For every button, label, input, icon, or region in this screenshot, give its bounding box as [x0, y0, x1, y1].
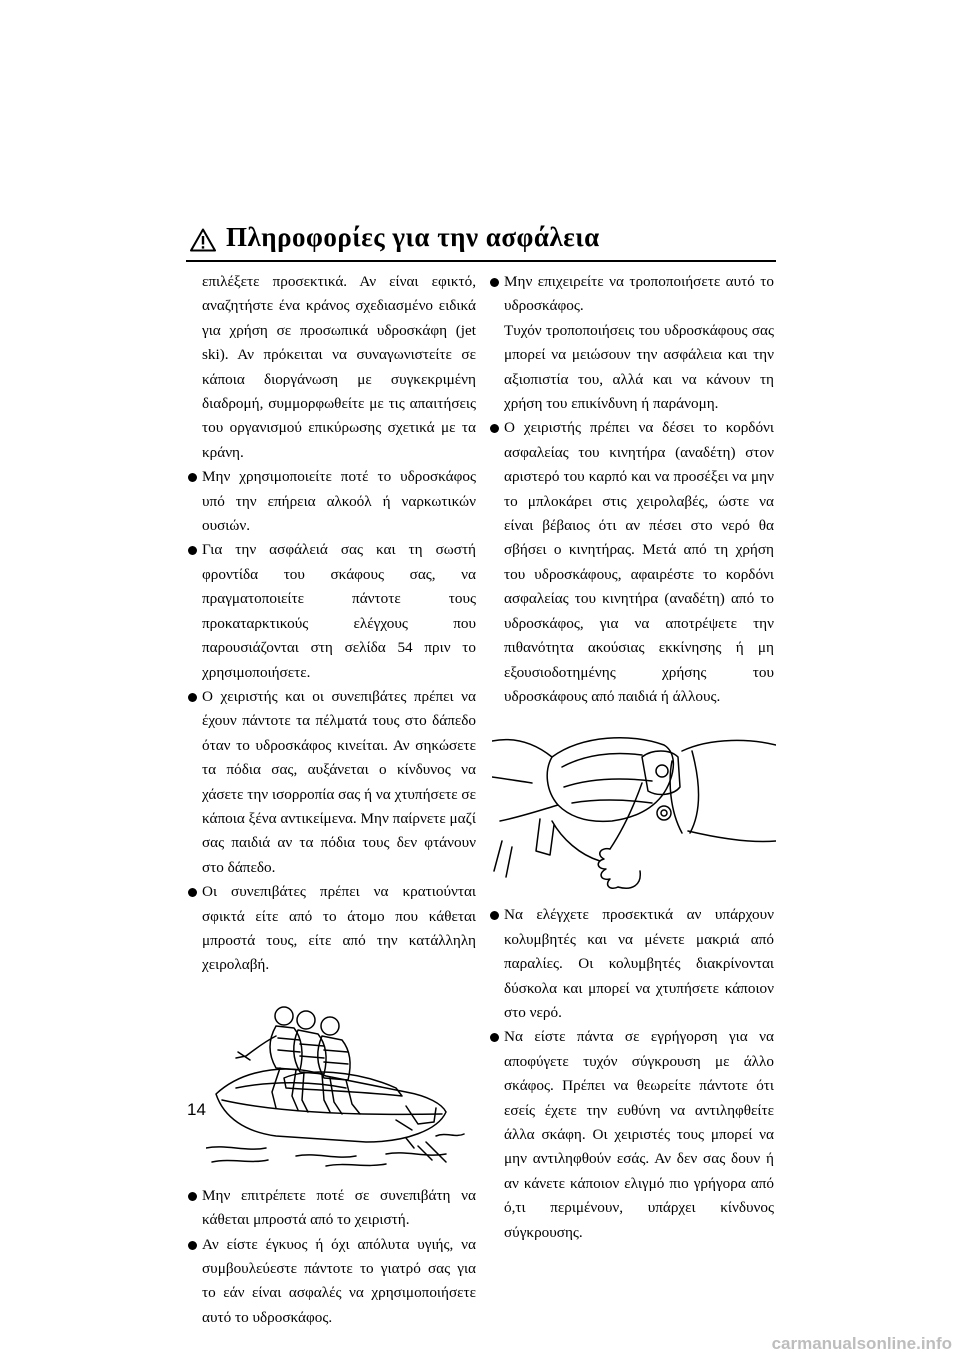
bullet-item	[490, 903, 774, 1025]
bullet-item	[490, 270, 774, 416]
bullet-text: Μην επιτρέπετε ποτέ σε συνεπιβάτη να κάθεται μπροστά από το χειριστή.	[202, 1186, 476, 1229]
watermark: carmanualsonline.info	[771, 1334, 952, 1353]
bullet-dot-icon	[188, 888, 197, 897]
bullet-dot-icon	[490, 1033, 499, 1042]
bullet-item	[188, 465, 476, 538]
bullet-item	[188, 1233, 476, 1331]
bullet-item	[188, 685, 476, 880]
bullet-text: Οι συνεπιβάτες πρέπει να κρατιούνται σφικτά είτε από το άτομο που κάθεται μπροστά τους, είτε από την κατάλληλη χειρολαβή.	[202, 883, 476, 974]
bullet-subparagraph: Τυχόν τροποποιήσεις του υδροσκάφους σας μπορεί να μειώσουν την ασφάλεια και την αξιοπιστία του, αλλά και να κάνουν τη χρήση του επικίνδυνη ή παράνομη.	[504, 321, 774, 413]
bullet-text: Ο χειριστής πρέπει να δέσει το κορδόνι ασφαλείας του κινητήρα (αναδέτη) στον αριστερό του καρπό και να προσέξει να μην το μπλοκάρει στις χειρολαβές, ώστε να είναι βέβαιος ότι αν πέσει στο νερό θα σβήσει ο κινητήρας. Μετά από τη χρήση του υδροσκάφους, αφαιρέστε το κορδόνι ασφαλείας του κινητήρα (αναδέτη) από το υδροσκάφος, για να αποτρέψετε την πιθανότητα ακούσιας εκκίνησης ή μη εξουσιοδοτημένης χρήσης του υδροσκάφους από παιδιά ή άλλους.	[504, 419, 774, 705]
bullet-item	[188, 880, 476, 978]
bullet-item	[188, 538, 476, 684]
bullet-dot-icon	[188, 473, 197, 482]
bullet-dot-icon	[188, 546, 197, 555]
bullet-text: Μην επιχειρείτε να τροποποιήσετε αυτό το υδροσκάφος.	[504, 273, 774, 315]
bullet-dot-icon	[188, 1241, 197, 1250]
left-column	[188, 270, 476, 1330]
bullet-text: Ο χειριστής και οι συνεπιβάτες πρέπει να έχουν πάντοτε τα πέλματά τους στο δάπεδο όταν το υδροσκάφος κινείται. Αν σηκώσετε τα πόδια σας, αυξάνεται ο κίνδυνος να χάσετε την ισορροπία σας ή να χτυπήσετε σε κάποια ξένα αντικείμενα. Μην παίρνετε μαζί σας παιδιά αν τα πόδια τους δεν φτάνουν στο δάπεδο.	[202, 687, 476, 876]
warning-triangle-icon	[190, 228, 216, 252]
bullet-dot-icon	[490, 278, 499, 287]
bullet-item	[490, 1025, 774, 1245]
bullet-text: Για την ασφάλειά σας και τη σωστή φροντίδα του σκάφους σας, να πραγματοποιείτε πάντοτε τους προκαταρκτικούς ελέγχους που παρουσιάζονται στη σελίδα 54 πριν το χρησιμοποιήσετε.	[202, 541, 476, 681]
bullet-text: Να ελέγχετε προσεκτικά αν υπάρχουν κολυμβητές και να μένετε μακριά από παραλίες. Οι κολυμβητές διακρίνονται δύσκολα και μπορεί να χτυπήσετε κάποιον στο νερό.	[504, 906, 774, 1021]
bullet-dot-icon	[188, 1192, 197, 1201]
bullet-item	[188, 1184, 476, 1233]
bullet-dot-icon	[188, 693, 197, 702]
page-header	[186, 222, 776, 262]
bullet-dot-icon	[490, 424, 499, 433]
page-title: Πληροφορίες για την ασφάλεια	[226, 222, 600, 252]
bullet-text: Αν είστε έγκυος ή όχι απόλυτα υγιής, να συμβουλεύεστε πάντοτε το γιατρό σας για το εάν είναι ασφαλές να χρησιμοποιήσετε αυτό το υδροσκάφος.	[202, 1235, 476, 1326]
riders-on-watercraft-illustration	[206, 996, 466, 1168]
right-column	[490, 270, 774, 1245]
bullet-text: Μην χρησιμοποιείτε ποτέ το υδροσκάφος υπό την επήρεια αλκοόλ ή ναρκωτικών ουσιών.	[202, 468, 476, 535]
helmet-continuation-text: επιλέξετε προσεκτικά. Αν είναι εφικτό, αναζητήστε ένα κράνος σχεδιασμένο ειδικά για χρήση σε προσωπικά υδροσκάφη (jet ski). Αν πρόκειται να συναγωνιστείτε σε κάποια διοργάνωση με συγκεκριμένη διαδρομή, συμμορφωθείτε με τις απαιτήσεις του οργανισμού επικύρωσης σχετικά με τα κράνη.	[202, 273, 476, 461]
bullet-dot-icon	[490, 911, 499, 920]
bullet-text: Να είστε πάντα σε εγρήγορση για να αποφύγετε τυχόν σύγκρουση με άλλο σκάφος. Πρέπει να θεωρείτε πάντοτε ότι εσείς έχετε την ευθύνη να αντιληφθείτε άλλα σκάφη. Οι χειριστές τους μπορεί να μην αντιληφθούν εσάς. Αν δεν σας δουν ή αν κάνετε κάποιον ελιγμό πιο γρήγορα από ό,τι περιμένουν, υπάρχει κίνδυνος σύγκρουσης.	[504, 1028, 774, 1241]
wrist-lanyard-illustration	[492, 721, 776, 891]
bullet-item	[490, 416, 774, 709]
page-number: 14	[187, 1100, 206, 1119]
